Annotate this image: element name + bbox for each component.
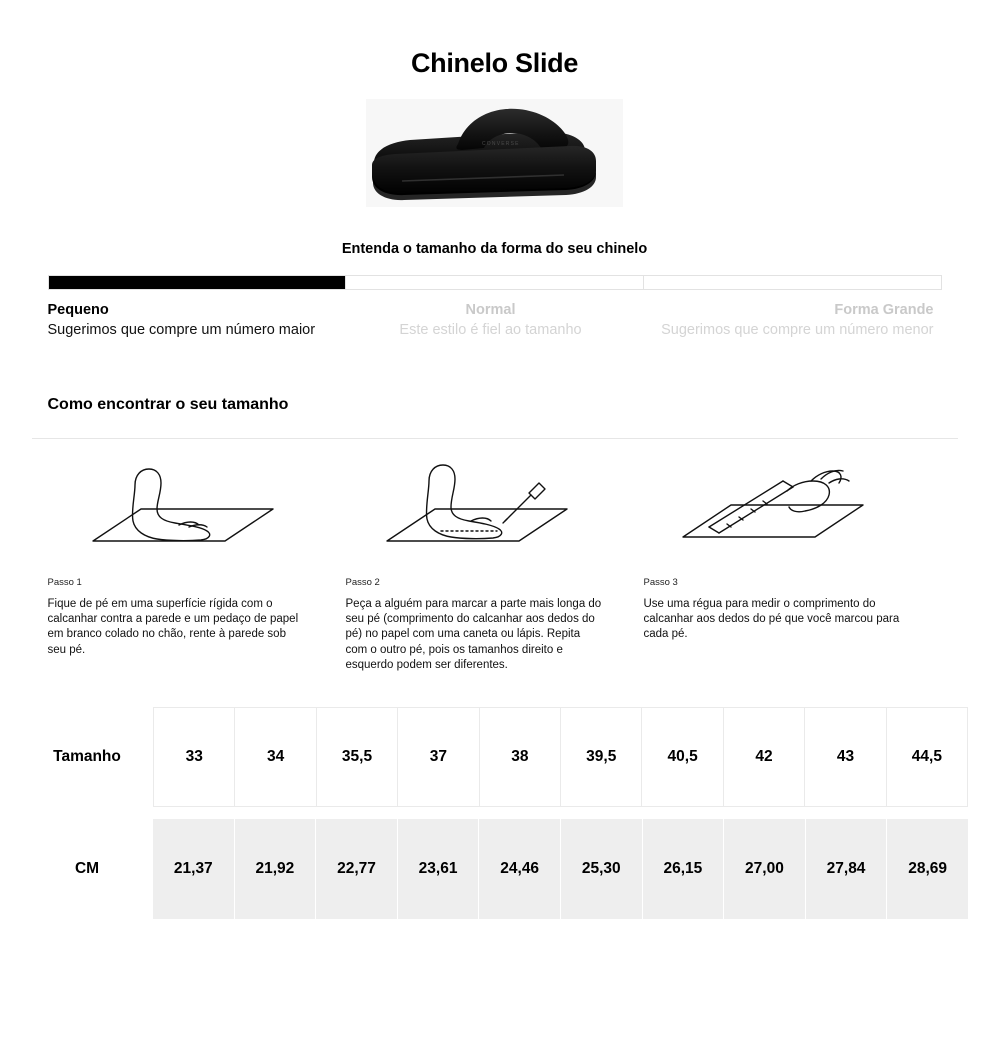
fit-labels bbox=[48, 301, 942, 340]
fit-label-normal-desc: Este estilo é fiel ao tamanho bbox=[399, 321, 582, 338]
divider bbox=[32, 438, 958, 439]
cm-cell: 21,37 bbox=[153, 819, 235, 919]
fit-heading: Entenda o tamanho da forma do seu chinelo bbox=[341, 241, 648, 257]
foot-on-paper-icon bbox=[83, 463, 283, 563]
step-3-illustration bbox=[644, 455, 914, 563]
step-1-illustration bbox=[48, 455, 318, 563]
step-1 bbox=[48, 455, 346, 673]
size-cell: 34 bbox=[235, 707, 316, 807]
size-guide-page bbox=[0, 48, 989, 1048]
size-row bbox=[21, 707, 968, 807]
cm-cell: 24,46 bbox=[479, 819, 561, 919]
ruler-measure-icon bbox=[679, 463, 879, 563]
size-row-label: Tamanho bbox=[53, 747, 121, 765]
fit-label-small-name: Pequeno bbox=[47, 302, 109, 318]
fit-label-large bbox=[644, 301, 942, 340]
size-cell: 37 bbox=[398, 707, 479, 807]
product-image bbox=[366, 99, 623, 207]
fit-segment-large bbox=[644, 276, 941, 289]
cm-row bbox=[21, 819, 968, 919]
step-2-text: Peça a alguém para marcar a parte mais longa do seu pé (comprimento do calcanhar aos dedos do pé) no papel com uma caneta ou lápis. Repita com o outro pé, pois os tamanhos direito e esquerdo podem ser diferentes. bbox=[345, 598, 602, 671]
step-2-illustration bbox=[346, 455, 616, 563]
size-cell: 38 bbox=[480, 707, 561, 807]
size-cell: 33 bbox=[153, 707, 235, 807]
step-1-label: Passo 1 bbox=[47, 577, 82, 589]
page-title: Chinelo Slide bbox=[410, 48, 579, 78]
step-2-label: Passo 2 bbox=[345, 577, 380, 589]
size-cell: 39,5 bbox=[561, 707, 642, 807]
fit-label-small-desc: Sugerimos que compre um número maior bbox=[47, 321, 316, 338]
size-table bbox=[21, 707, 968, 919]
cm-cell: 22,77 bbox=[316, 819, 398, 919]
fit-label-normal bbox=[346, 301, 644, 340]
size-cell: 43 bbox=[805, 707, 886, 807]
cm-cell: 21,92 bbox=[235, 819, 317, 919]
size-cell: 44,5 bbox=[887, 707, 968, 807]
size-cell: 40,5 bbox=[642, 707, 723, 807]
svg-text:CONVERSE: CONVERSE bbox=[482, 141, 520, 147]
fit-label-normal-name: Normal bbox=[465, 302, 516, 318]
size-cell: 42 bbox=[724, 707, 805, 807]
step-3-text: Use uma régua para medir o comprimento do calcanhar aos dedos do pé que você marcou para cada pé. bbox=[643, 598, 900, 641]
cm-cell: 27,00 bbox=[724, 819, 806, 919]
step-2 bbox=[346, 455, 644, 673]
cm-cell: 23,61 bbox=[398, 819, 480, 919]
product-image-container bbox=[0, 99, 989, 207]
slide-sandal-illustration bbox=[366, 99, 623, 207]
how-to-steps bbox=[48, 455, 942, 673]
cm-cell: 28,69 bbox=[887, 819, 968, 919]
cm-cell: 25,30 bbox=[561, 819, 643, 919]
cm-row-label: CM bbox=[74, 859, 100, 877]
fit-scale-bar bbox=[48, 275, 942, 290]
fit-label-large-desc: Sugerimos que compre um número menor bbox=[661, 321, 934, 338]
step-3 bbox=[644, 455, 942, 673]
cm-row-cells bbox=[153, 819, 968, 919]
size-cell: 35,5 bbox=[317, 707, 398, 807]
fit-segment-normal bbox=[346, 276, 644, 289]
fit-label-large-name: Forma Grande bbox=[834, 302, 934, 318]
step-3-label: Passo 3 bbox=[643, 577, 678, 589]
size-row-cells bbox=[153, 707, 968, 807]
fit-label-small bbox=[48, 301, 346, 340]
cm-cell: 26,15 bbox=[643, 819, 725, 919]
cm-cell: 27,84 bbox=[806, 819, 888, 919]
step-1-text: Fique de pé em uma superfície rígida com o calcanhar contra a parede e um pedaço de papel em branco colado no chão, rente à parede sob seu pé. bbox=[47, 598, 299, 656]
fit-segment-small bbox=[49, 276, 347, 289]
marking-foot-icon bbox=[381, 463, 581, 563]
how-to-heading: Como encontrar o seu tamanho bbox=[47, 396, 289, 414]
